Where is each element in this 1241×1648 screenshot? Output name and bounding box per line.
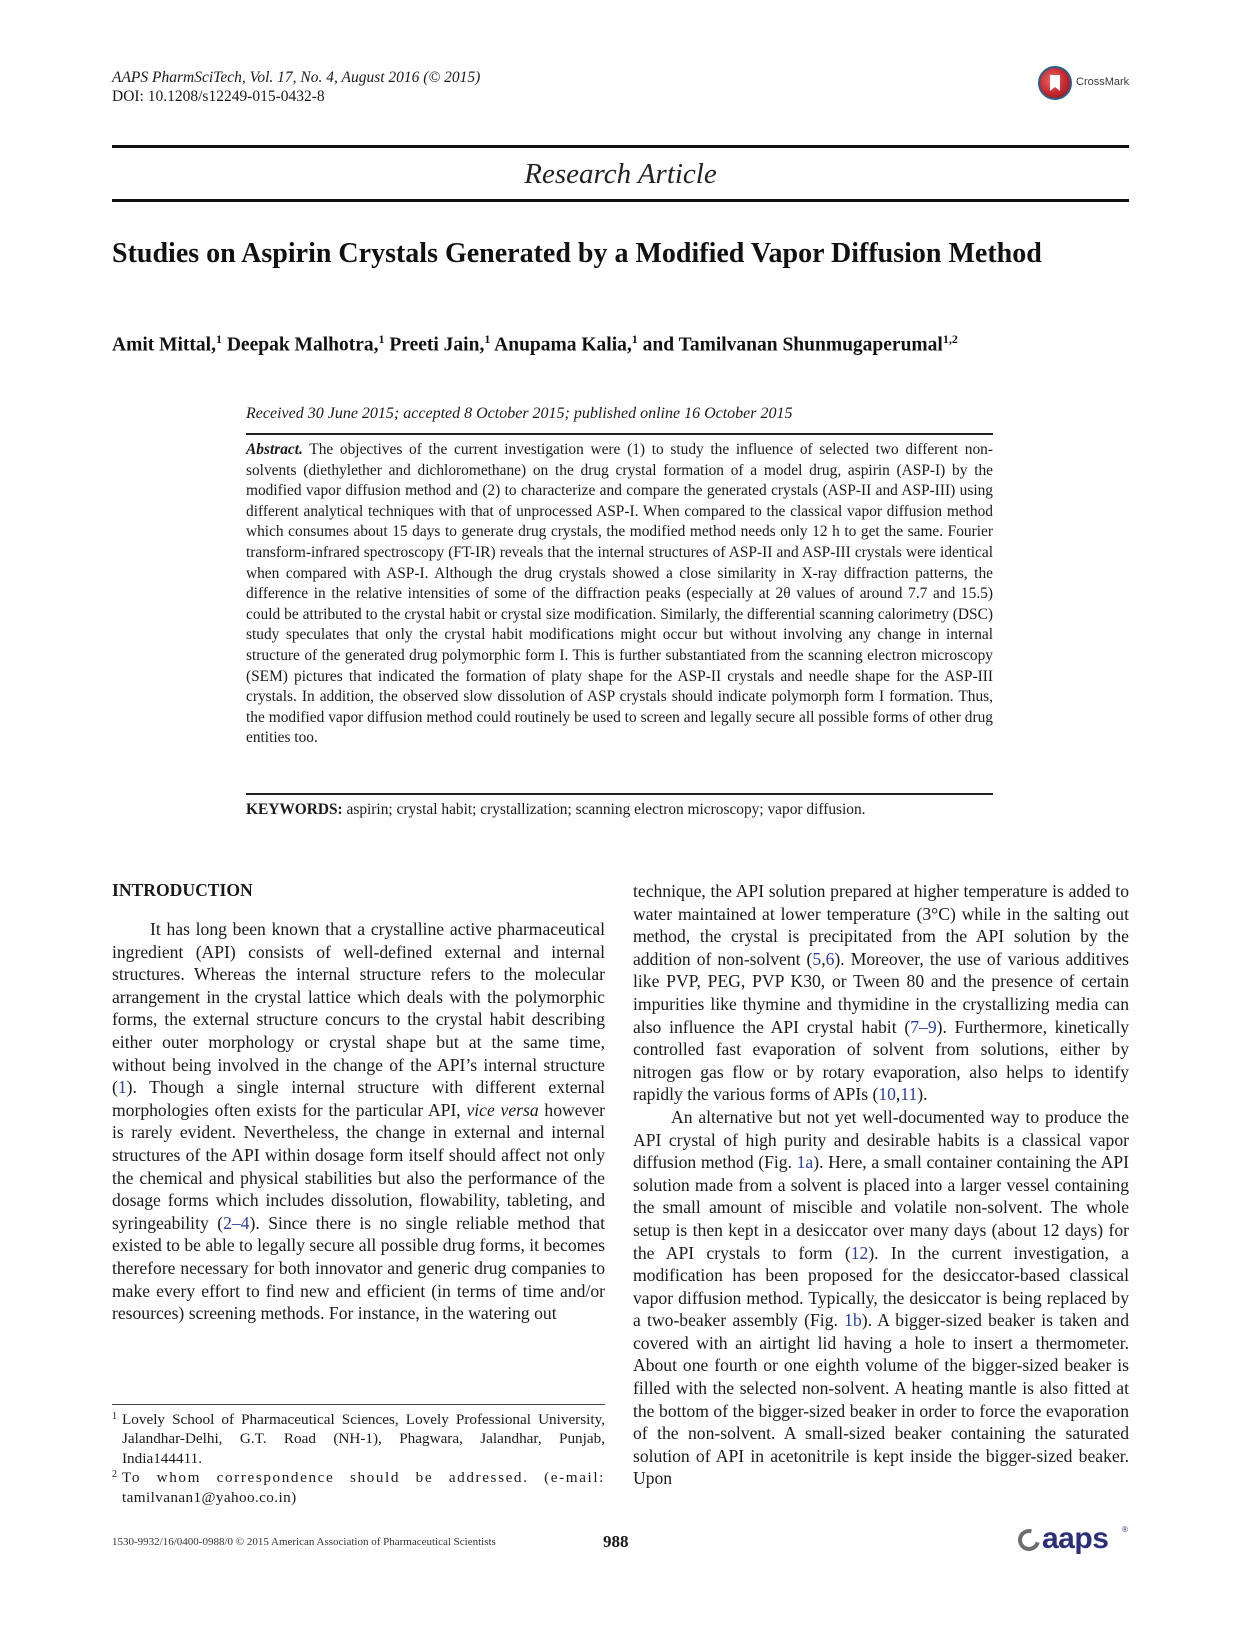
page-number: 988 <box>603 1532 629 1551</box>
paragraph-text: ). Furthermore, kinetically controlled fast evaporation of solvent from solutions, either by nitrogen gas flow or by rotary evaporation, also helps to identify rapidly the various forms of APIs ( <box>633 1016 1130 1105</box>
abstract-label: Abstract. <box>246 441 303 458</box>
author-name: Amit Mittal, <box>112 334 216 356</box>
abstract-text: The objectives of the current investigation were (1) to study the influence of selected two different non-solvents (diethylether and dichloromethane) on the drug crystal formation of a model drug, aspirin (ASP-I) by the modified vapor diffusion method and (2) to characterize and compare the generated crystals (ASP-II and ASP-III) using different analytical techniques with that of unprocessed ASP-I. When compared to the classical vapor diffusion method which consumes about 15 days to generate drug crystals, the modified method needs only 12 h to get the same. Fourier transform-infrared spectroscopy (FT-IR) reveals that the internal structures of ASP-II and ASP-III crystals were identical when compared with ASP-I. Although the drug crystals showed a close similarity in X-ray diffraction patterns, the difference in the relative intensities of some of the diffraction peaks (especially at 2θ values of around 7.7 and 15.5) could be attributed to the crystal habit or crystal size modification. Similarly, the differential scanning calorimetry (DSC) study speculates that only the crystal habit modifications might occur but without involving any change in internal structure of the generated drug polymorphic form I. This is further substantiated from the scanning electron microscopy (SEM) pictures that indicated the formation of platy shape for the ASP-II crystals and needle shape for the ASP-III crystals. In addition, the observed slow dissolution of ASP crystals should indicate polymorph form I formation. Thus, the modified vapor diffusion method could routinely be used to screen and legally secure all possible forms of other drug entities too. <box>246 441 993 747</box>
trademark-mark: ® <box>1122 1525 1128 1534</box>
keywords-text: aspirin; crystal habit; crystallization; scanning electron microscopy; vapor diffusion. <box>346 801 866 818</box>
affiliation-mark: 1 <box>631 332 638 346</box>
header-rule-top <box>112 145 1129 148</box>
intro-paragraph <box>112 918 605 1325</box>
crossmark-icon <box>1038 66 1072 100</box>
footnote-affiliation <box>112 1410 605 1468</box>
reference-link[interactable]: 12 <box>850 1242 869 1263</box>
paragraph-text: ). A bigger-sized beaker is taken and covered with an airtight lid having a hole to insert a thermometer. About one fourth or one eighth volume of the bigger-sized beaker is filled with the selected non-solvent. A heating mantle is also fitted at the bottom of the bigger-sized beaker in order to force the evaporation of the non-solvent. A small-sized beaker containing the saturated solution of API in acetonitrile is kept inside the bigger-sized beaker. Upon <box>633 1310 1129 1489</box>
figure-link[interactable]: 1a <box>796 1152 814 1173</box>
email-link[interactable]: tamilvanan1@yahoo.co.in) <box>122 1488 297 1506</box>
affiliation-mark: 1 <box>378 332 385 346</box>
intro-paragraph <box>633 1106 1129 1490</box>
footnote-correspondence <box>112 1468 605 1507</box>
publication-dates: Received 30 June 2015; accepted 8 October 2015; published online 16 October 2015 <box>246 405 793 422</box>
reference-link[interactable]: 1 <box>117 1077 127 1098</box>
author-name: Preeti Jain, <box>389 334 485 356</box>
reference-link[interactable]: 10 <box>878 1084 896 1105</box>
paragraph-text: however is rarely evident. Nevertheless, the change in external and internal structures of the API within dosage form itself should affect not only the chemical and physical stabilities but also the performance of the dosage forms which includes dissolution, flowability, tableting, and syringeability ( <box>112 1099 605 1233</box>
crossmark-badge[interactable] <box>1038 66 1138 102</box>
affiliation-mark: 1 <box>484 332 491 346</box>
affiliation-mark: 1,2 <box>942 332 958 346</box>
footnote-mark: 2 <box>112 1469 119 1481</box>
footnote-text: To whom correspondence should be addressed. (e-mail: <box>122 1469 605 1487</box>
author-name: Anupama Kalia, <box>494 334 632 356</box>
figure-link[interactable]: 1b <box>844 1310 862 1331</box>
keywords <box>246 801 993 819</box>
footnote-text: Lovely School of Pharmaceutical Sciences, Lovely Professional University, Jalandhar-Delhi, G.T. Road (NH-1), Phagwara, Jalandhar, Punjab, India144411. <box>122 1411 605 1467</box>
footnote-rule <box>112 1404 605 1405</box>
crossmark-label: CrossMark <box>1076 76 1130 88</box>
paragraph-text: ). Here, a small container containing the API solution made from a solvent is placed into a larger vessel containing the small amount of miscible and volatile non-solvent. The whole setup is then kept in a desiccator over many days (about 12 days) for the API crystals to form ( <box>633 1152 1129 1263</box>
reference-link[interactable]: 11 <box>900 1084 918 1105</box>
author-name: and Tamilvanan Shunmugaperumal <box>642 334 943 356</box>
footnote-mark: 1 <box>112 1411 117 1422</box>
paragraph-text: ). Moreover, the use of various additives like PVP, PEG, PVP K30, or Tween 80 and the presence of certain impurities like thymine and thymidine in the crystallizing media can also influence the API crystal habit ( <box>633 948 1129 1037</box>
journal-citation: AAPS PharmSciTech, Vol. 17, No. 4, August 2016 (© 2015) <box>112 69 481 86</box>
author-name: Deepak Malhotra, <box>226 334 379 356</box>
paragraph-text: ). In the current investigation, a modification has been proposed for the desiccator-based classical vapor diffusion method. Typically, the desiccator is being replaced by a two-beaker assembly (Fig. <box>633 1242 1129 1331</box>
keywords-label: KEYWORDS: <box>246 801 343 818</box>
paper-title: Studies on Aspirin Crystals Generated by a Modified Vapor Diffusion Method <box>112 238 1042 269</box>
affiliation-mark: 1 <box>215 332 222 346</box>
reference-link[interactable]: 7–9 <box>910 1016 937 1037</box>
paragraph-text: ). Since there is no single reliable method that existed to be able to legally secure all possible drug forms, it becomes therefore necessary for both innovator and generic drug companies to make every effort to find new and efficient (in terms of time and/or resources) screening methods. For instance, in the watering out <box>112 1212 605 1324</box>
footnotes <box>112 1410 605 1507</box>
copyright-line: 1530-9932/16/0400-0988/0 © 2015 American Association of Pharmaceutical Scientists <box>112 1536 496 1548</box>
header-rule-bottom <box>112 199 1129 202</box>
intro-left-column <box>112 918 605 1325</box>
reference-link[interactable]: 2–4 <box>223 1212 250 1233</box>
reference-link[interactable]: 6 <box>825 948 835 969</box>
abstract-rule-bottom <box>246 793 993 795</box>
abstract <box>246 440 993 749</box>
paragraph-text: technique, the API solution prepared at higher temperature is added to water maintained at lower temperature (3°C) while in the salting out method, the crystal is precipitated from the API solution by the addition of non-solvent ( <box>633 881 1129 969</box>
article-type: Research Article <box>524 158 717 190</box>
intro-paragraph-continued <box>633 880 1129 1106</box>
paragraph-text: ). <box>917 1084 928 1105</box>
intro-right-column <box>633 880 1129 1490</box>
abstract-rule-top <box>246 433 993 435</box>
paragraph-text: , <box>895 1084 901 1105</box>
doi[interactable]: DOI: 10.1208/s12249-015-0432-8 <box>112 88 325 105</box>
author-list <box>112 332 958 357</box>
paragraph-text: , <box>821 948 826 969</box>
aaps-logo <box>1018 1522 1130 1555</box>
aaps-logo-text: aaps <box>1042 1522 1109 1555</box>
aaps-swoosh-icon <box>1014 1525 1044 1555</box>
paragraph-text: It has long been known that a crystalline active pharmaceutical ingredient (API) consists of well-defined external and internal structures. Whereas the internal structure refers to the molecular arrangement in the crystal lattice which deals with the polymorphic forms, the external structure concurs to the crystal habit describing either outer morphology or crystal shape but at the same time, without being involved in the change of the API’s internal structure ( <box>112 919 605 1098</box>
paragraph-text: An alternative but not yet well-documented way to produce the API crystal of high purity and desirable habits is a classical vapor diffusion method (Fig. <box>633 1106 1129 1173</box>
reference-link[interactable]: 5 <box>812 948 822 969</box>
paragraph-text: ). Though a single internal structure with different external morphologies often exists for the particular API, <box>112 1077 605 1120</box>
italic-phrase: vice versa <box>466 1099 539 1120</box>
section-heading-introduction: INTRODUCTION <box>112 880 253 900</box>
